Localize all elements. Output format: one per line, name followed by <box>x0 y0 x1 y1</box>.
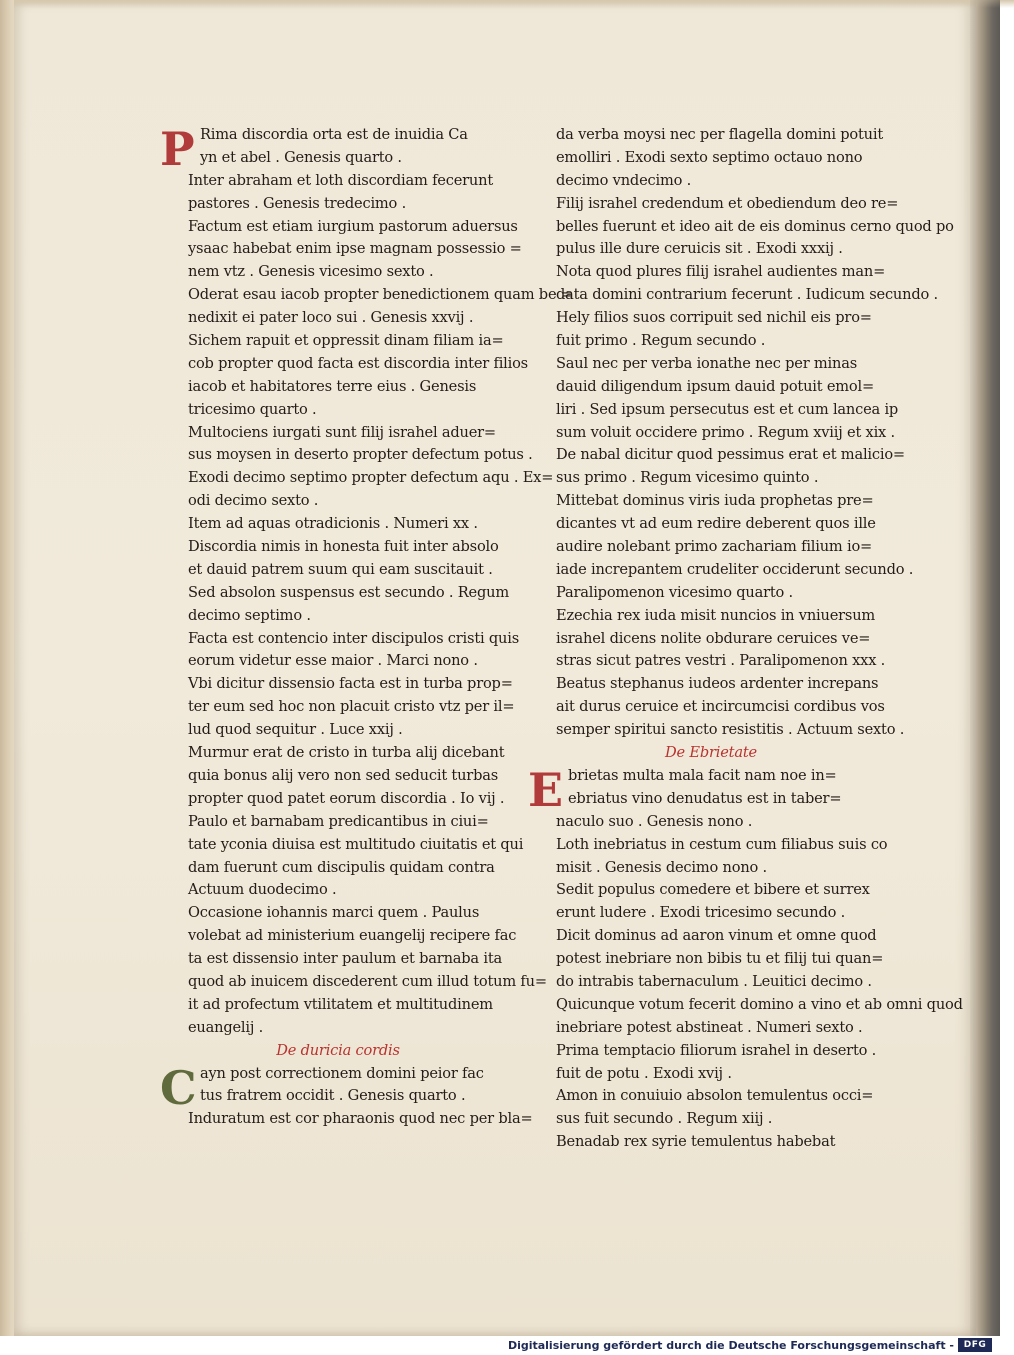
text-line: fuit primo . Regum secundo . <box>556 332 766 350</box>
text-line: brietas multa mala facit nam noe in= <box>568 766 837 784</box>
text-line: erunt ludere . Exodi tricesimo secundo . <box>556 904 846 922</box>
text-line: iacob et habitatores terre eius . Genesis <box>188 377 477 395</box>
text-line: Vbi dicitur dissensio facta est in turba prop= <box>188 675 513 693</box>
text-line: iade increpantem crudeliter occiderunt secundo . <box>556 560 914 578</box>
text-line: et dauid patrem suum qui eam suscitauit . <box>188 560 493 578</box>
text-line: Hely filios suos corripuit sed nichil eis pro= <box>556 309 872 327</box>
text-line: pulus ille dure ceruicis sit . Exodi xxxij . <box>556 240 843 258</box>
text-line: dicantes vt ad eum redire deberent quos ille <box>556 515 876 533</box>
text-block-ebrietate <box>556 765 963 1154</box>
text-line: pastores . Genesis tredecimo . <box>188 194 407 212</box>
text-line: ta est dissensio inter paulum et barnaba ita <box>188 950 502 968</box>
text-line: cob propter quod facta est discordia inter filios <box>188 354 528 372</box>
text-line: sus moysen in deserto propter defectum potus . <box>188 446 533 464</box>
text-line: it ad profectum vtilitatem et multitudinem <box>188 995 493 1013</box>
text-line: Factum est etiam iurgium pastorum aduersus <box>188 217 518 235</box>
text-line: emolliri . Exodi sexto septimo octauo nono <box>556 148 863 166</box>
left-column <box>160 122 573 1131</box>
text-line: sum voluit occidere primo . Regum xviij et xix . <box>556 423 895 441</box>
text-block-discordia <box>188 124 573 1040</box>
text-line: Dicit dominus ad aaron vinum et omne quod <box>556 927 877 945</box>
text-line: De nabal dicitur quod pessimus erat et malicio= <box>556 446 905 464</box>
text-line: Benadab rex syrie temulentus habebat <box>556 1133 836 1151</box>
text-line: Induratum est cor pharaonis quod nec per bla= <box>188 1110 533 1128</box>
rubric-duricia-cordis: De duricia cordis <box>276 1041 400 1059</box>
text-line: sus fuit secundo . Regum xiij . <box>556 1110 773 1128</box>
digitization-credit: Digitalisierung gefördert durch die Deutsche Forschungsgemeinschaft - <box>507 1339 954 1352</box>
text-line: potest inebriare non bibis tu et filij tui quan= <box>556 950 884 968</box>
text-line: fuit de potu . Exodi xvij . <box>556 1064 732 1082</box>
text-line: Actuum duodecimo . <box>188 881 337 899</box>
text-line: Occasione iohannis marci quem . Paulus <box>188 904 480 922</box>
text-line: do intrabis tabernaculum . Leuitici decimo . <box>556 972 872 990</box>
section-ebrietate <box>528 762 963 1154</box>
section-discordia <box>160 122 573 1040</box>
text-line: lud quod sequitur . Luce xxij . <box>188 721 403 739</box>
text-line: Paulo et barnabam predicantibus in ciui= <box>188 812 489 830</box>
text-line: nedixit ei pater loco sui . Genesis xxvij . <box>188 309 474 327</box>
text-line: ait durus ceruice et incircumcisi cordibus vos <box>556 698 885 716</box>
text-line: Sedit populus comedere et bibere et surrex <box>556 881 870 899</box>
text-line: Discordia nimis in honesta fuit inter absolo <box>188 538 499 556</box>
text-line: stras sicut patres vestri . Paralipomenon xxx . <box>556 652 886 670</box>
text-line: dauid diligendum ipsum dauid potuit emol= <box>556 377 875 395</box>
text-line: euangelij . <box>188 1018 264 1036</box>
text-line: quia bonus alij vero non sed seducit turbas <box>188 766 498 784</box>
initial-c: C <box>160 1060 197 1115</box>
text-line: odi decimo sexto . <box>188 492 319 510</box>
manuscript-leaf <box>14 0 976 1336</box>
dfg-logo: DFG <box>958 1338 992 1352</box>
text-line: Exodi decimo septimo propter defectum aqu . Ex= <box>188 469 554 487</box>
text-line: Amon in conuiuio absolon temulentus occi= <box>556 1087 874 1105</box>
text-line: decimo septimo . <box>188 606 311 624</box>
text-line: yn et abel . Genesis quarto . <box>200 148 402 166</box>
text-block-duricia <box>188 1063 533 1132</box>
text-line: Beatus stephanus iudeos ardenter increpans <box>556 675 879 693</box>
text-line: Oderat esau iacob propter benedictionem quam be = <box>188 286 573 304</box>
text-line: Filij israhel credendum et obediendum deo re= <box>556 194 899 212</box>
text-line: Murmur erat de cristo in turba alij dicebant <box>188 744 505 762</box>
text-line: tate yconia diuisa est multitudo ciuitatis et qui <box>188 835 524 853</box>
text-line: Mittebat dominus viris iuda prophetas pre= <box>556 492 874 510</box>
text-line: Sichem rapuit et oppressit dinam filiam ia= <box>188 332 504 350</box>
footer-bar <box>0 1336 1000 1355</box>
text-line: Facta est contencio inter discipulos cristi quis <box>188 629 519 647</box>
text-line: ter eum sed hoc non placuit cristo vtz per il= <box>188 698 515 716</box>
text-line: Prima temptacio filiorum israhel in deserto . <box>556 1041 877 1059</box>
text-line: ysaac habebat enim ipse magnam possessio = <box>188 240 522 258</box>
text-line: Loth inebriatus in cestum cum filiabus suis co <box>556 835 888 853</box>
text-line: da verba moysi nec per flagella domini potuit <box>556 126 884 143</box>
text-line: Paralipomenon vicesimo quarto . <box>556 583 793 601</box>
text-line: eorum videtur esse maior . Marci nono . <box>188 652 478 670</box>
text-line: Multociens iurgati sunt filij israhel aduer= <box>188 423 496 441</box>
text-line: naculo suo . Genesis nono . <box>556 812 753 830</box>
text-line: semper spiritui sancto resistitis . Actuum sexto . <box>556 721 905 739</box>
initial-e: E <box>528 762 563 817</box>
page-top-edge <box>14 0 1014 8</box>
text-line: belles fuerunt et ideo ait de eis dominus cerno quod po <box>556 217 954 235</box>
text-block-duricia-continued <box>556 124 954 742</box>
spine-shadow <box>970 0 1000 1336</box>
text-line: quod ab inuicem discederent cum illud totum fu= <box>188 972 547 990</box>
text-line: tus fratrem occidit . Genesis quarto . <box>200 1087 466 1105</box>
text-line: Sed absolon suspensus est secundo . Regum <box>188 583 509 601</box>
text-line: Rima discordia orta est de inuidia Ca <box>200 126 468 143</box>
rubric-de-ebrietate: De Ebrietate <box>665 744 757 762</box>
text-line: Saul nec per verba ionathe nec per minas <box>556 354 858 372</box>
text-line: Inter abraham et loth discordiam fecerunt <box>188 171 493 189</box>
right-column <box>528 124 963 1154</box>
initial-p: P <box>160 122 195 176</box>
text-line: Item ad aquas otradicionis . Numeri xx . <box>188 515 478 533</box>
text-line: ayn post correctionem domini peior fac <box>200 1064 484 1082</box>
text-line: inebriare potest abstineat . Numeri sexto . <box>556 1018 863 1036</box>
text-line: audire nolebant primo zachariam filium io= <box>556 538 873 556</box>
text-line: Ezechia rex iuda misit nuncios in vniuersum <box>556 606 876 624</box>
text-line: Quicunque votum fecerit domino a vino et ab omni quod <box>556 995 963 1013</box>
text-line: decimo vndecimo . <box>556 171 692 189</box>
text-line: dam fuerunt cum discipulis quidam contra <box>188 858 495 876</box>
text-line: liri . Sed ipsum persecutus est et cum lancea ip <box>556 400 899 418</box>
text-line: tricesimo quarto . <box>188 400 317 418</box>
text-line: propter quod patet eorum discordia . Io vij . <box>188 789 505 807</box>
text-line: sus primo . Regum vicesimo quinto . <box>556 469 819 487</box>
text-line: ebriatus vino denudatus est in taber= <box>568 789 842 807</box>
text-line: data domini contrarium fecerunt . Iudicum secundo . <box>556 286 938 304</box>
text-line: israhel dicens nolite obdurare ceruices ve= <box>556 629 871 647</box>
text-line: Nota quod plures filij israhel audientes man= <box>556 263 886 281</box>
section-duricia <box>160 1060 533 1132</box>
text-line: nem vtz . Genesis vicesimo sexto . <box>188 263 434 281</box>
text-line: volebat ad ministerium euangelij recipere fac <box>188 927 517 945</box>
text-line: misit . Genesis decimo nono . <box>556 858 767 876</box>
